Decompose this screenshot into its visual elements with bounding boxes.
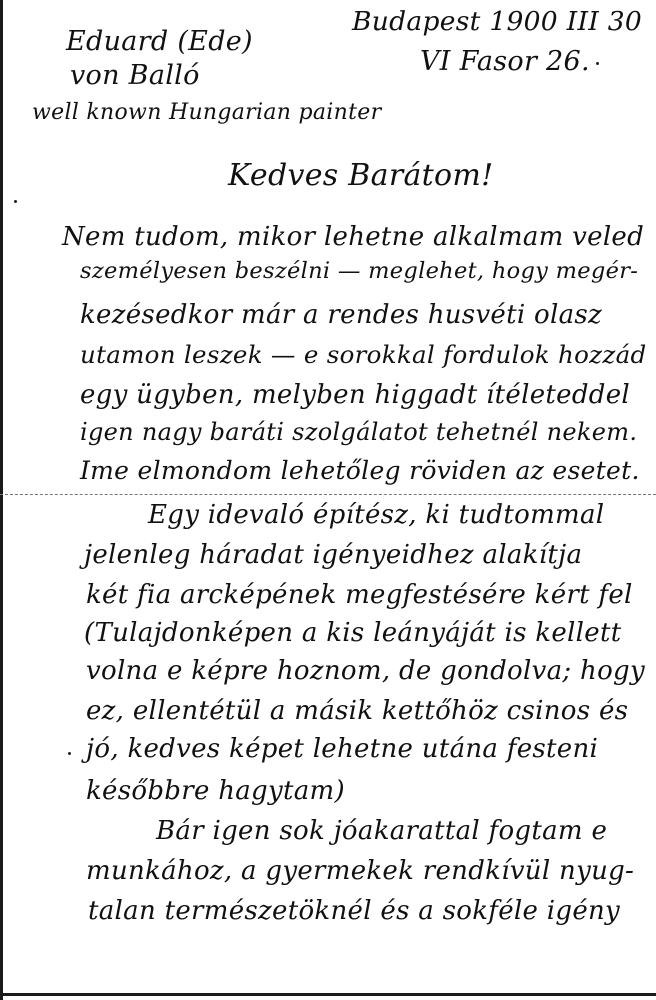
- sender-name-line-2: von Balló: [70, 60, 200, 91]
- letter-line: igen nagy baráti szolgálatot tehetnél nekem.: [80, 418, 638, 446]
- letter-line: (Tulajdonképen a kis leányáját is kellett: [84, 618, 622, 648]
- letter-line: utamon leszek — e sorokkal fordulok hozzád: [80, 340, 647, 369]
- page-edge-left: [0, 0, 3, 1000]
- ink-speck: [14, 200, 17, 203]
- sender-name-line-1: Eduard (Ede): [66, 26, 253, 57]
- letter-line: ez, ellentétül a másik kettőhöz csinos és: [86, 696, 629, 726]
- letter-line: személyesen beszélni — meglehet, hogy megér-: [80, 258, 639, 284]
- letter-line: talan természetöknél és a sokféle igény: [88, 896, 621, 926]
- page-edge-bottom: [0, 993, 656, 996]
- letter-line: Ime elmondom lehetőleg röviden az esetet.: [80, 456, 640, 485]
- letter-line: Nem tudom, mikor lehetne alkalmam veled: [62, 222, 645, 252]
- letter-line: munkához, a gyermekek rendkívül nyug-: [86, 856, 635, 886]
- salutation: Kedves Barátom!: [228, 158, 494, 193]
- ink-speck: [68, 752, 71, 755]
- street-address: VI Fasor 26.: [420, 46, 590, 77]
- fold-line: [0, 494, 656, 495]
- archival-note: well known Hungarian painter: [32, 100, 382, 125]
- ink-speck: [596, 62, 599, 65]
- letter-line: jelenleg háradat igényeidhez alakítja: [84, 540, 583, 570]
- letter-line: kezésedkor már a rendes husvéti olasz: [80, 300, 603, 330]
- letter-line: későbbre hagytam): [86, 776, 345, 806]
- letter-line: két fia arcképének megfestésére kért fel: [86, 580, 633, 610]
- letter-line: jó, kedves képet lehetne utána festeni: [86, 734, 599, 764]
- letter-line: egy ügyben, melyben higgadt ítéleteddel: [80, 380, 631, 410]
- place-date: Budapest 1900 III 30: [352, 6, 643, 37]
- letter-line: Egy idevaló építész, ki tudtommal: [148, 500, 605, 530]
- letter-line: Bár igen sok jóakarattal fogtam e: [156, 816, 608, 846]
- letter-line: volna e képre hoznom, de gondolva; hogy: [86, 656, 645, 686]
